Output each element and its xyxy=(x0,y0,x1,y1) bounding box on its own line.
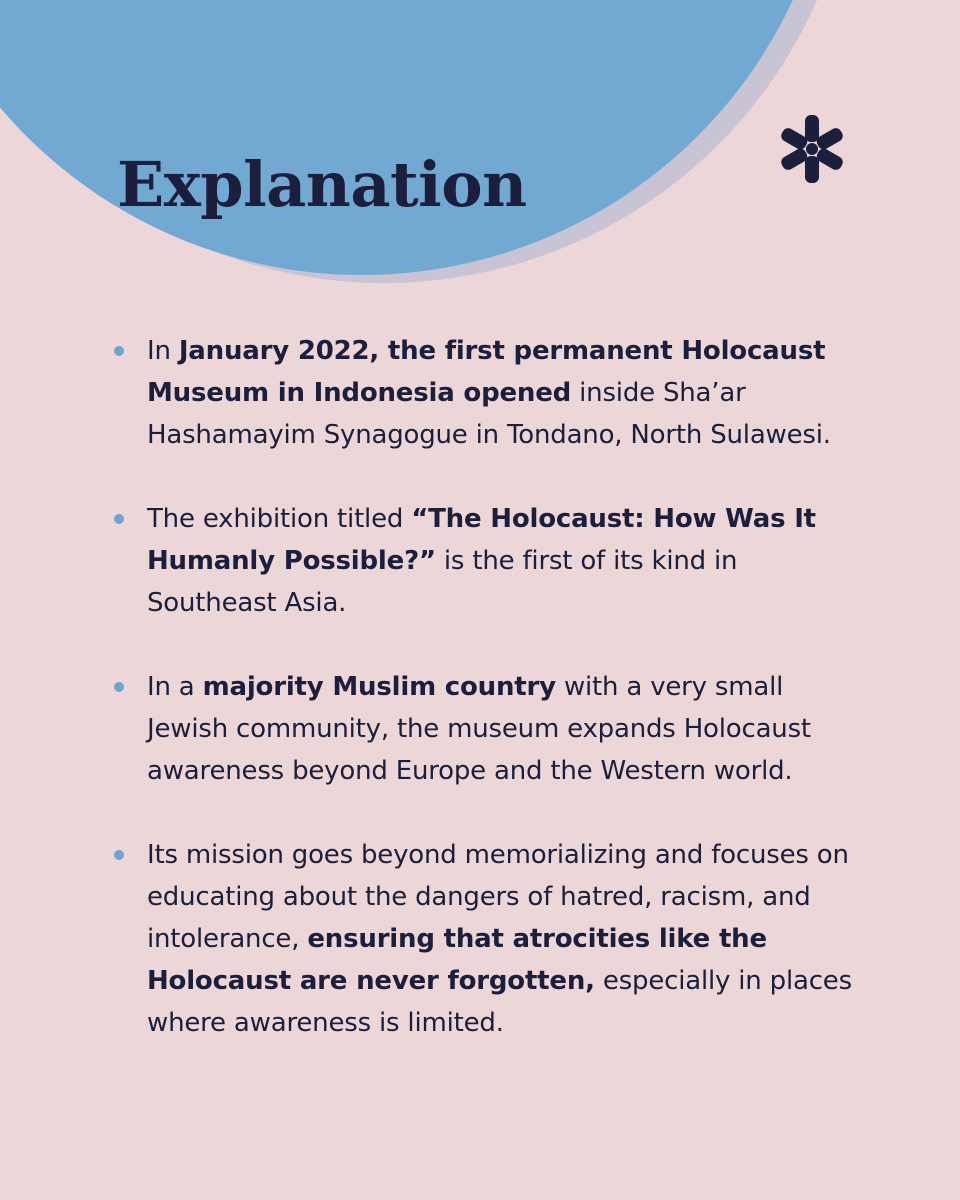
bullet-dot-icon xyxy=(114,514,124,524)
bullet-2-bold-text: “The Holocaust: How Was It Humanly Possible?” xyxy=(147,504,816,576)
bullet-dot-icon xyxy=(114,682,124,692)
bullet-item-4 xyxy=(112,834,860,1044)
bullet-list xyxy=(112,330,860,1044)
bullet-3-bold-text: majority Muslim country xyxy=(202,672,556,702)
bullet-1-bold-text: January 2022, the first permanent Holocaust Museum in Indonesia opened xyxy=(147,336,826,408)
bullet-item-2 xyxy=(112,498,860,624)
page-title: Explanation xyxy=(117,148,527,221)
bullet-item-1 xyxy=(112,330,860,456)
bullet-item-3 xyxy=(112,666,860,792)
bullet-dot-icon xyxy=(114,346,124,356)
bullet-4-text-2: especially in places where awareness is limited. xyxy=(147,966,852,1038)
bullet-4-text-1: Its mission goes beyond memorializing and focuses on educating about the dangers of hatred, racism, and intolerance, xyxy=(147,840,849,954)
bullet-3-text-2: with a very small Jewish community, the museum expands Holocaust awareness beyond Europe and the Western world. xyxy=(147,672,811,786)
asterisk-flower-logo-icon xyxy=(776,113,848,185)
bullet-2-text-1: The exhibition titled xyxy=(147,504,412,534)
bullet-1-text-1: In xyxy=(147,336,179,366)
bullet-dot-icon xyxy=(114,850,124,860)
bullet-4-bold-text: ensuring that atrocities like the Holocaust are never forgotten, xyxy=(147,924,767,996)
bullet-2-text-2: is the first of its kind in Southeast Asia. xyxy=(147,546,738,618)
bullet-3-text-1: In a xyxy=(147,672,203,702)
bullet-1-text-2: inside Sha’ar Hashamayim Synagogue in Tondano, North Sulawesi. xyxy=(147,378,831,450)
